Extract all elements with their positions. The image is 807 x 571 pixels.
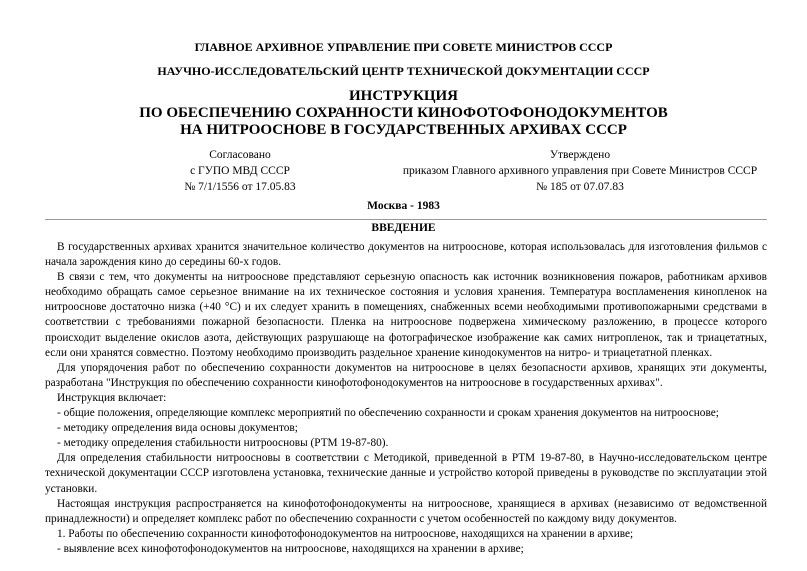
document-title-line-3: НА НИТРООСНОВЕ В ГОСУДАРСТВЕННЫХ АРХИВАХ СССР bbox=[180, 122, 627, 138]
place-and-year: Москва - 1983 bbox=[367, 200, 440, 212]
agreed-label: Согласовано bbox=[209, 149, 271, 161]
approved-number: № 185 от 07.07.83 bbox=[536, 181, 624, 193]
paragraph: Инструкция включает: bbox=[57, 391, 167, 404]
paragraph: Для упорядочения работ по обеспечению сохранности документов на нитрооснове в целях безопасности архивов, хранящих эти документы, разработана "Инструкция по обеспечению сохранности кинофотофонодокументов на нитрооснове в государственных архивах". bbox=[45, 361, 767, 389]
list-item: 1. Работы по обеспечению сохранности кинофотофонодокументов на нитрооснове, находящихся на хранении в архиве; bbox=[57, 527, 634, 540]
section-title: ВВЕДЕНИЕ bbox=[371, 222, 436, 234]
agreed-block bbox=[140, 147, 340, 195]
list-item: - выявление всех кинофотофонодокументов на нитрооснове, находящихся на хранении в архиве; bbox=[57, 542, 524, 555]
paragraph: В государственных архивах хранится значительное количество документов на нитрооснове, которая использовалась для изготовления фильмов с начала зарождения кино до середины 60-х годов. bbox=[45, 241, 767, 269]
list-item: - общие положения, определяющие комплекс мероприятий по обеспечению сохранности и срокам хранения документов на нитрооснове; bbox=[57, 407, 719, 420]
approved-label: Утверждено bbox=[549, 149, 611, 161]
paragraph: В связи с тем, что документы на нитрооснове представляют серьезную опасность как источник возникновения пожаров, работникам архивов необходимо обращать самое серьезное внимание на их техническое состояния и условия хранения. Температура воспламенения кинопленок на нитрооснове достаточно низка (+40 °С) и их следует хранить в помещениях, снабженных всеми необходимыми противопожарными средствами в соответствии с требованиями пожарной безопасности. Пленка на нитрооснове подвержена химическому разложению, в процессе которого происходит выделение окислов азота, действующих разрушающе на фотографическое изображение как самих нитропленок, так и триацетатных, если они хранятся совместно. Поэтому необходимо производить раздельное хранение кинодокументов на нитро- и триацетатной пленках. bbox=[45, 271, 767, 359]
paragraph: Для определения стабильности нитроосновы в соответствии с Методикой, приведенной в РТМ 19-87-80, в Научно-исследовательском центре технической документации СССР изготовлена установка, технические данные и устройство которой приведены в руководстве по эксплуатации этой установки. bbox=[45, 452, 767, 495]
divider bbox=[45, 219, 767, 220]
list-item: - методику определения вида основы документов; bbox=[57, 422, 298, 435]
document-body bbox=[45, 240, 767, 557]
agreed-authority: с ГУПО МВД СССР bbox=[190, 165, 290, 177]
document-title-line-1: ИНСТРУКЦИЯ bbox=[348, 88, 458, 104]
agreed-number: № 7/1/1556 от 17.05.83 bbox=[184, 181, 296, 193]
paragraph: Настоящая инструкция распространяется на кинофотофонодокументы на нитрооснове, хранящиеся в архивах (независимо от ведомственной принадлежности) и определяет комплекс работ по обеспечению сохранности с учетом особенностей по каждому виду документов. bbox=[45, 497, 767, 525]
approved-block bbox=[390, 147, 770, 195]
approved-authority: приказом Главного архивного управления при Совете Министров СССР bbox=[402, 165, 758, 177]
list-item: - методику определения стабильности нитроосновы (РТМ 19-87-80). bbox=[57, 437, 389, 450]
research-center-heading: НАУЧНО-ИССЛЕДОВАТЕЛЬСКИЙ ЦЕНТР ТЕХНИЧЕСКОЙ ДОКУМЕНТАЦИИ СССР bbox=[157, 64, 650, 78]
document-title-line-2: ПО ОБЕСПЕЧЕНИЮ СОХРАННОСТИ КИНОФОТОФОНОДОКУМЕНТОВ bbox=[139, 105, 668, 121]
organization-heading: ГЛАВНОЕ АРХИВНОЕ УПРАВЛЕНИЕ ПРИ СОВЕТЕ МИНИСТРОВ СССР bbox=[194, 40, 613, 54]
